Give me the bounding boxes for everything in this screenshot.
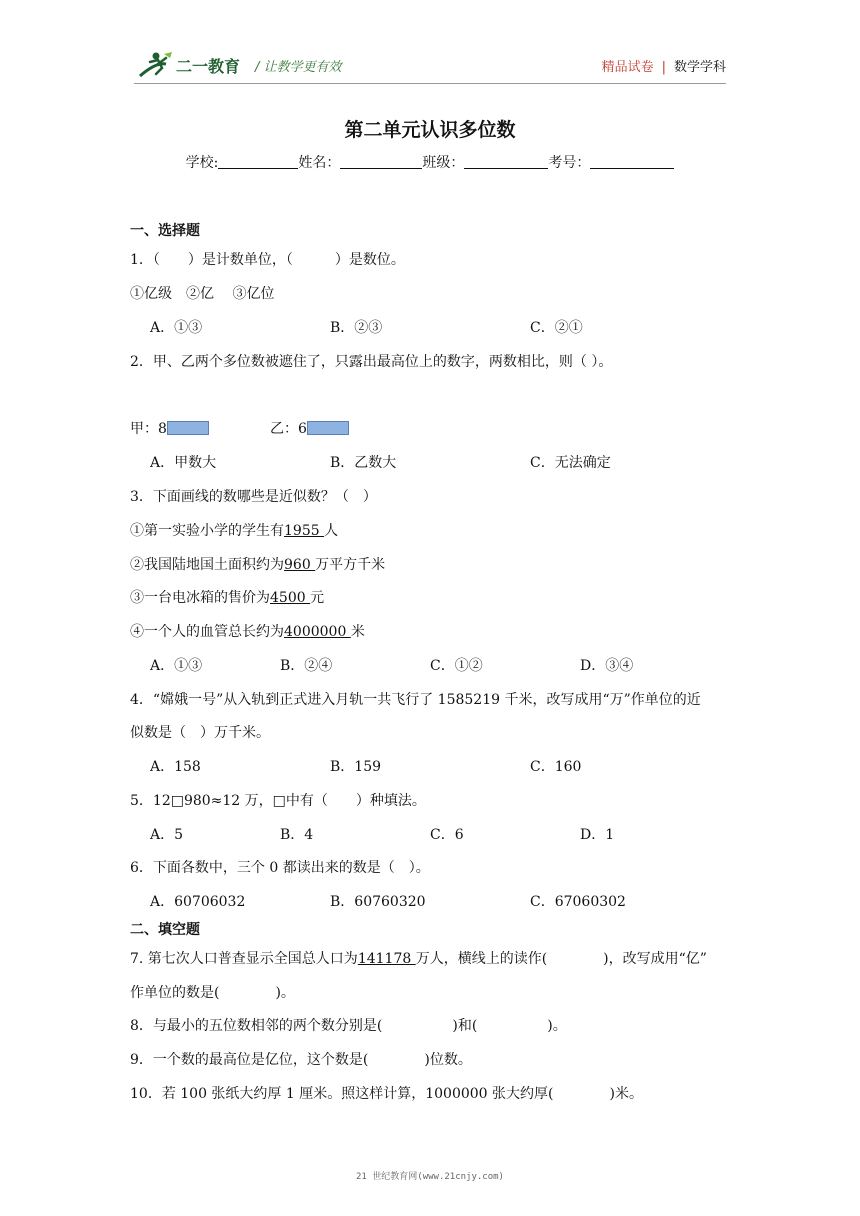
q4-option-b[interactable]: B．159	[330, 759, 382, 775]
q3-s2-text: ②我国陆地国土面积约为	[130, 557, 284, 573]
q2-stem: 2．甲、乙两个多位数被遮住了，只露出最高位上的数字，两数相比，则（ ）。	[130, 354, 613, 370]
q8-stem: 8．与最小的五位数相邻的两个数分别是( )和( )。	[130, 1018, 567, 1034]
q3-option-b[interactable]: B．②④	[280, 658, 333, 674]
q4-stem-line1: 4．“嫦娥一号”从入轨到正式进入月轨一共飞行了 1585219 千米，改写成用“万”作单位的近	[130, 692, 701, 708]
q3-s3-unit: 元	[310, 590, 325, 606]
q3-statement-2	[130, 554, 385, 574]
q1-option-a[interactable]: A．①③	[150, 320, 203, 336]
q4-option-c[interactable]: C．160	[530, 759, 582, 775]
q3-s1-unit: 人	[324, 523, 339, 539]
q3-option-c[interactable]: C．①②	[430, 658, 483, 674]
quality-tag: 精品试卷	[601, 60, 654, 75]
q9-stem: 9．一个数的最高位是亿位，这个数是( )位数。	[130, 1052, 472, 1068]
header-right	[602, 56, 726, 75]
q3-s4-number: 4000000	[284, 624, 351, 640]
q3-s4-text: ④一个人的血管总长约为	[130, 624, 284, 640]
name-label: 姓名：	[298, 155, 341, 171]
q6-option-c[interactable]: C．67060302	[530, 894, 626, 910]
q2-option-a[interactable]: A．甲数大	[150, 455, 217, 471]
q3-s4-unit: 米	[350, 624, 365, 640]
q7-text-pre: 7. 第七次人口普查显示全国总人口为	[130, 951, 358, 967]
page-footer: 21 世纪教育网(www.21cnjy.com)	[356, 1172, 504, 1182]
q3-statement-1	[130, 520, 338, 540]
q2-yi	[270, 418, 349, 438]
q3-option-a[interactable]: A．①③	[150, 658, 203, 674]
q5-option-a[interactable]: A．5	[150, 827, 184, 843]
q7-number: 141178	[357, 951, 416, 967]
school-blank[interactable]	[218, 154, 298, 169]
subject-label: 数学学科	[673, 60, 726, 75]
q2-option-b[interactable]: B．乙数大	[330, 455, 397, 471]
q10-stem: 10．若 100 张纸大约厚 1 厘米。照这样计算，1000000 张大约厚( )米。	[130, 1086, 643, 1102]
q3-stem: 3．下面画线的数哪些是近似数？（ ）	[130, 489, 377, 505]
q2-yi-label: 乙：6	[270, 421, 307, 437]
q4-stem-line2: 似数是（ ）万千米。	[130, 725, 270, 741]
section-heading-fill: 二、填空题	[130, 922, 200, 938]
header-separator: |	[661, 60, 666, 75]
q7-text-post: 万人，横线上的读作( )，改写成用“亿”	[415, 951, 707, 967]
class-label: 班级：	[422, 155, 465, 171]
school-label: 学校:	[185, 155, 219, 171]
q2-option-c[interactable]: C．无法确定	[530, 455, 611, 471]
q3-statement-3	[130, 587, 324, 607]
student-info	[0, 152, 860, 172]
name-blank[interactable]	[340, 154, 422, 169]
q6-option-b[interactable]: B．60760320	[330, 894, 426, 910]
q5-option-c[interactable]: C．6	[430, 827, 464, 843]
q3-option-d[interactable]: D．③④	[580, 658, 634, 674]
slogan: / 让教学更有效	[255, 60, 342, 75]
q2-jia-label: 甲：8	[130, 421, 167, 437]
q1-option-b[interactable]: B．②③	[330, 320, 383, 336]
logo-text: 二一教育	[176, 57, 241, 76]
q5-stem: 5．12□980≈12 万，□中有（ ）种填法。	[130, 793, 426, 809]
exam-no-label: 考号：	[548, 155, 591, 171]
q5-option-b[interactable]: B．4	[280, 827, 314, 843]
q3-s2-unit: 万平方千米	[315, 557, 386, 573]
q7-line1	[130, 948, 707, 968]
q3-s3-text: ③一台电冰箱的售价为	[130, 590, 270, 606]
exam-no-blank[interactable]	[590, 154, 674, 169]
q3-s2-number: 960	[284, 557, 316, 573]
q1-stem: 1．（ ）是计数单位，（ ）是数位。	[130, 252, 405, 268]
section-heading-choice: 一、选择题	[130, 223, 200, 239]
q6-stem: 6．下面各数中，三个 0 都读出来的数是（ ）。	[130, 860, 430, 876]
q3-statement-4	[130, 621, 365, 641]
q5-option-d[interactable]: D．1	[580, 827, 615, 843]
q1-option-c[interactable]: C．②①	[530, 320, 583, 336]
q1-items: ①亿级 ②亿 ③亿位	[130, 286, 275, 302]
header-rule	[134, 83, 726, 84]
class-blank[interactable]	[464, 154, 548, 169]
q4-option-a[interactable]: A．158	[150, 759, 201, 775]
jia-mask-box	[167, 421, 209, 435]
q7-line2: 作单位的数是( )。	[130, 985, 295, 1001]
page-title: 第二单元认识多位数	[344, 119, 516, 141]
q3-s3-number: 4500	[270, 590, 311, 606]
q6-option-a[interactable]: A．60706032	[150, 894, 246, 910]
q3-s1-text: ①第一实验小学的学生有	[130, 523, 284, 539]
q2-jia	[130, 418, 209, 438]
q3-s1-number: 1955	[284, 523, 325, 539]
yi-mask-box	[307, 421, 349, 435]
